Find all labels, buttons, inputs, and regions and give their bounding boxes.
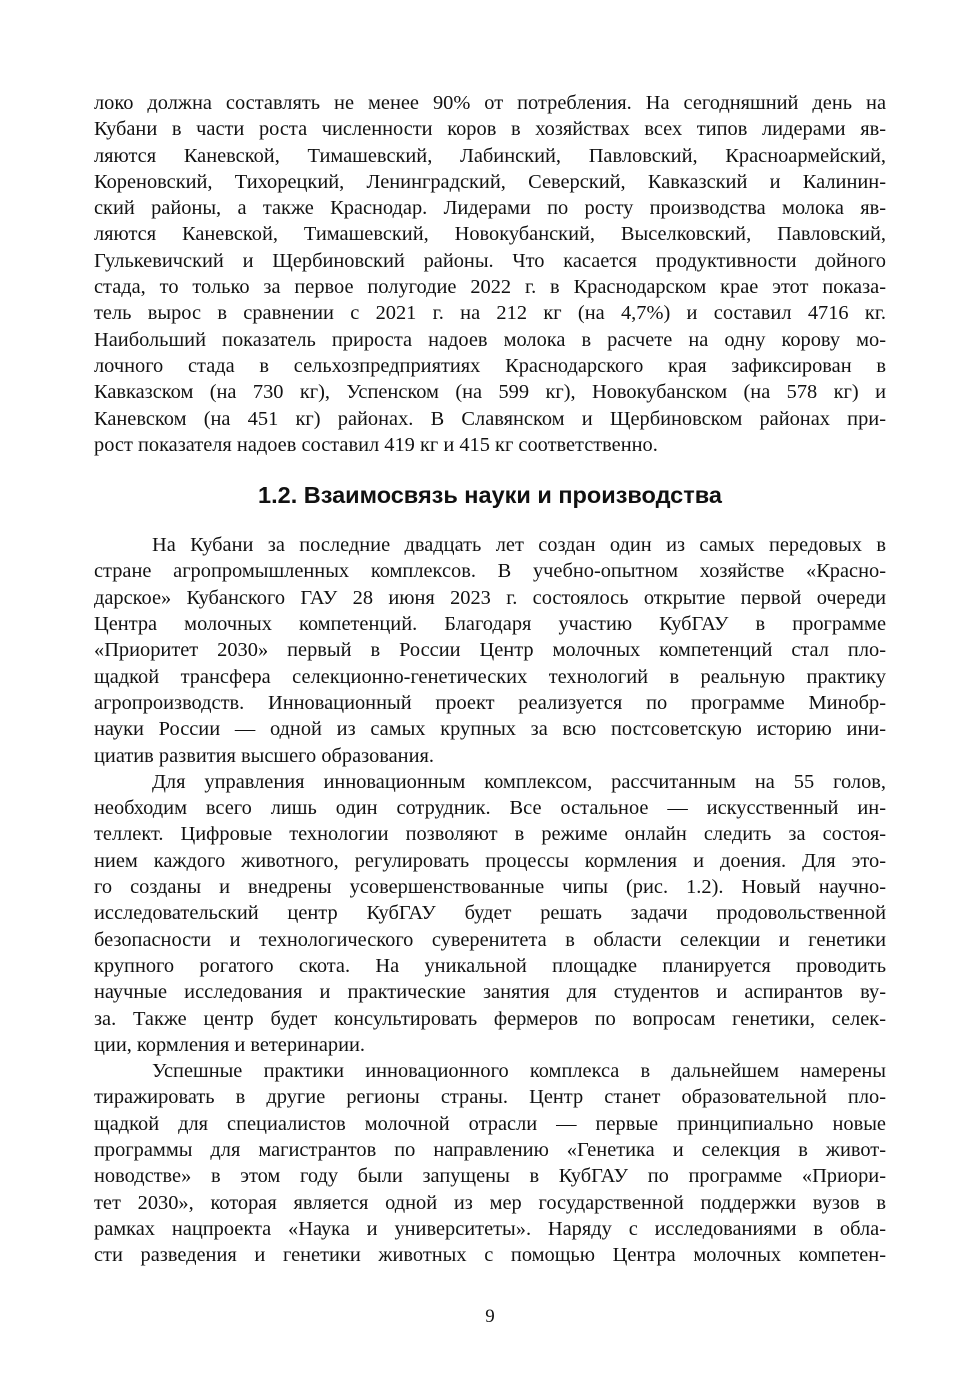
text-line: циатив развития высшего образования. <box>94 744 434 767</box>
text-line: ский районы, а также Краснодар. Лидерами по росту производства молока яв- <box>94 197 886 220</box>
text-line: крупного рогатого скота. На уникальной площадке планируется проводить <box>94 954 886 977</box>
text-line: ляются Каневской, Тимашевский, Лабинский, Павловский, Красноармейский, <box>94 144 886 167</box>
paragraph-2 <box>94 532 886 769</box>
text-line: Гулькевичский и Щербиновский районы. Что касается продуктивности дойного <box>94 249 886 272</box>
text-line: Успешные практики инновационного комплекса в дальнейшем намерены <box>152 1060 886 1083</box>
text-line: стране агропромышленных комплексов. В учебно-опытном хозяйстве «Красно- <box>94 560 886 583</box>
text-line: ляются Каневской, Тимашевский, Новокубанский, Выселковский, Павловский, <box>94 223 886 246</box>
text-line: Кавказском (на 730 кг), Успенском (на 599 кг), Новокубанском (на 578 кг) и <box>94 381 886 404</box>
text-line: исследовательский центр КубГАУ будет решать задачи продовольственной <box>94 902 886 925</box>
text-line: тет 2030», которая является одной из мер государственной поддержки вузов в <box>94 1191 886 1214</box>
section-heading: 1.2. Взаимосвязь науки и производства <box>258 482 722 509</box>
text-line: нием каждого животного, регулировать процессы кормления и доения. Для это- <box>94 849 886 872</box>
text-line: ции, кормления и ветеринарии. <box>94 1033 366 1056</box>
text-line: рост показателя надоев составил 419 кг и 415 кг соответственно. <box>94 433 658 456</box>
text-line: Каневском (на 451 кг) районах. В Славянском и Щербиновском районах при- <box>94 407 886 430</box>
paragraph-continued <box>94 90 886 458</box>
paragraph-3 <box>94 769 886 1058</box>
text-line: науки России — одной из самых крупных за всю постсоветскую историю ини- <box>94 718 886 741</box>
text-line: программы для магистрантов по направлению «Генетика и селекция в живот- <box>94 1138 886 1161</box>
document-page <box>94 90 886 1268</box>
text-line: дарское» Кубанского ГАУ 28 июня 2023 г. состоялось открытие первой очереди <box>94 586 886 609</box>
text-line: агропроизводств. Инновационный проект реализуется по программе Минобр- <box>94 691 886 714</box>
text-line: щадкой для специалистов молочной отрасли — первые принципиально новые <box>94 1112 886 1135</box>
text-line: На Кубани за последние двадцать лет создан один из самых передовых в <box>152 534 886 557</box>
text-line: щадкой трансфера селекционно-генетических технологий в реальную практику <box>94 665 886 688</box>
text-line: новодстве» в этом году были запущены в КубГАУ по программе «Приори- <box>94 1165 886 1188</box>
text-line: локо должна составлять не менее 90% от потребления. На сегодняшний день на <box>94 92 886 114</box>
paragraph-4 <box>94 1058 886 1268</box>
text-line: Кубани в части роста численности коров в хозяйствах всех типов лидерами яв- <box>94 118 886 141</box>
text-line: Центра молочных компетенций. Благодаря участию КубГАУ в программе <box>94 613 886 636</box>
text-line: рамках нацпроекта «Наука и университеты». Наряду с исследованиями в обла- <box>94 1217 886 1240</box>
text-line: тель вырос в сравнении с 2021 г. на 212 кг (на 4,7%) и составил 4716 кг. <box>94 302 886 325</box>
text-line: теллект. Цифровые технологии позволяют в режиме онлайн следить за состоя- <box>94 823 886 846</box>
text-line: Наибольший показатель прироста надоев молока в расчете на одну корову мо- <box>94 328 886 351</box>
text-line: стада, то только за первое полугодие 2022 г. в Краснодарском крае этот показа- <box>94 276 886 299</box>
text-line: го созданы и внедрены усовершенствованные чипы (рис. 1.2). Новый научно- <box>94 876 886 899</box>
text-line: научные исследования и практические занятия для студентов и аспирантов ву- <box>94 981 886 1004</box>
text-line: тиражировать в другие регионы страны. Центр станет образовательной пло- <box>94 1086 886 1109</box>
page-number: 9 <box>485 1306 495 1327</box>
text-line: безопасности и технологического суверенитета в области селекции и генетики <box>94 928 886 951</box>
text-line: за. Также центр будет консультировать фермеров по вопросам генетики, селек- <box>94 1007 886 1030</box>
text-line: Для управления инновационным комплексом, рассчитанным на 55 голов, <box>152 770 886 793</box>
text-line: лочного стада в сельхозпредприятиях Краснодарского края зафиксирован в <box>94 354 886 377</box>
text-line: Кореновский, Тихорецкий, Ленинградский, Северский, Кавказский и Калинин- <box>94 170 886 193</box>
text-line: «Приоритет 2030» первый в России Центр молочных компетенций стал пло- <box>94 639 886 662</box>
text-line: необходим всего лишь один сотрудник. Все остальное — искусственный ин- <box>94 797 886 820</box>
text-line: сти разведения и генетики животных с помощью Центра молочных компетен- <box>94 1244 886 1267</box>
